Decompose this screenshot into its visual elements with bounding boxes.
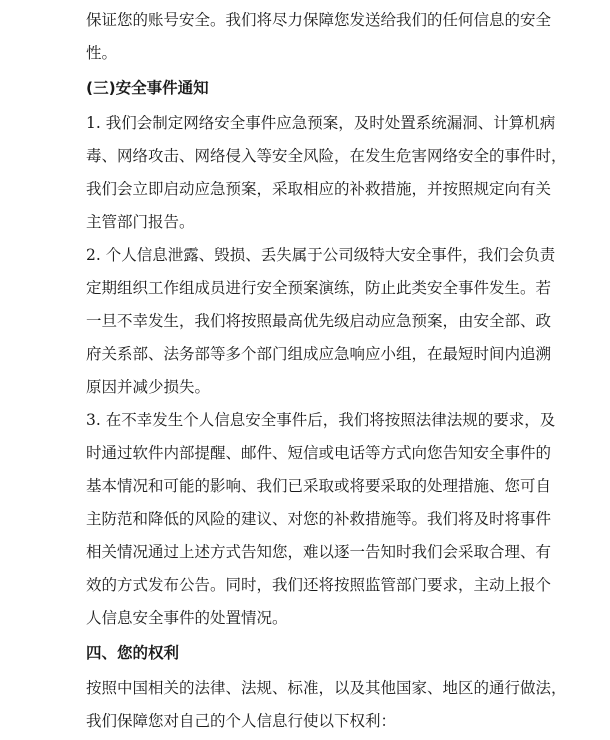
text-line: 定期组织工作组成员进行安全预案演练，防止此类安全事件发生。若 [86, 279, 552, 297]
text-line: 效的方式发布公告。同时，我们还将按照监管部门要求，主动上报个 [86, 576, 552, 594]
text-line: 我们保障您对自己的个人信息行使以下权利： [86, 712, 397, 730]
text-line: 基本情况和可能的影响、我们已采取或将要采取的处理措施、您可自 [86, 477, 552, 495]
text-line: 毒、网络攻击、网络侵入等安全风险，在发生危害网络安全的事件时， [86, 147, 567, 165]
text-line: 1. 我们会制定网络安全事件应急预案，及时处置系统漏洞、计算机病 [86, 114, 556, 132]
text-line: 原因并减少损失。 [86, 378, 211, 396]
section-heading: (三)安全事件通知 [86, 79, 209, 97]
text-line: 保证您的账号安全。我们将尽力保障您发送给我们的任何信息的安全 [86, 11, 552, 29]
section-heading: 四、您的权利 [86, 644, 180, 662]
text-line: 主管部门报告。 [86, 213, 195, 231]
text-line: 主防范和降低的风险的建议、对您的补救措施等。我们将及时将事件 [86, 510, 552, 528]
text-line: 2. 个人信息泄露、毁损、丢失属于公司级特大安全事件，我们会负责 [86, 246, 556, 264]
text-line: 3. 在不幸发生个人信息安全事件后，我们将按照法律法规的要求，及 [86, 411, 556, 429]
text-line: 时通过软件内部提醒、邮件、短信或电话等方式向您告知安全事件的 [86, 444, 552, 462]
text-line: 性。 [86, 44, 118, 62]
text-line: 按照中国相关的法律、法规、标准，以及其他国家、地区的通行做法， [86, 679, 567, 697]
text-line: 相关情况通过上述方式告知您，难以逐一告知时我们会采取合理、有 [86, 543, 552, 561]
text-line: 我们会立即启动应急预案，采取相应的补救措施，并按照规定向有关 [86, 180, 552, 198]
text-line: 府关系部、法务部等多个部门组成应急响应小组，在最短时间内追溯 [86, 345, 552, 363]
text-line: 人信息安全事件的处置情况。 [86, 609, 288, 627]
text-line: 一旦不幸发生，我们将按照最高优先级启动应急预案，由安全部、政 [86, 312, 552, 330]
